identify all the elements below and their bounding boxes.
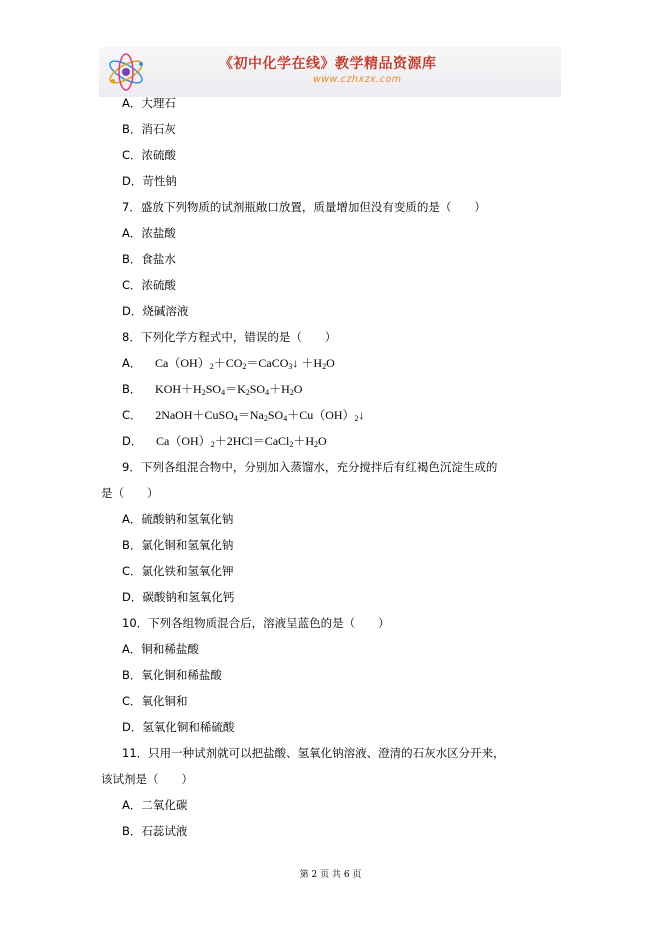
option-line: A．浓盐酸 <box>122 226 176 240</box>
equation-a: $Ca(OH)_2+CO_2=CaCO_3↓ +H_2O$ <box>155 356 335 371</box>
option-line: A．二氧化碳 <box>122 798 188 812</box>
banner-title: 《初中化学在线》教学精品资源库 <box>219 56 437 72</box>
option-line: A．硫酸钠和氢氧化钠 <box>122 512 234 526</box>
atom-logo-icon <box>105 51 147 93</box>
option-line: B．消石灰 <box>122 122 176 136</box>
page-number: 2 <box>311 870 318 880</box>
option-line: A．大理石 <box>122 96 176 110</box>
option-line: B．石蕊试液 <box>122 824 188 838</box>
page-footer <box>0 867 661 880</box>
banner-url[interactable]: www.czhxzx.com <box>313 74 402 85</box>
option-line: D．碳酸钠和氢氧化钙 <box>122 590 235 604</box>
equation-c: $2NaOH+CuSO_4=Na_2SO_4+Cu(OH)_2↓$ <box>155 408 365 423</box>
option-line: B．氯化铜和氢氧化钠 <box>122 538 234 552</box>
question-7: 7．盛放下列物质的试剂瓶敞口放置，质量增加但没有变质的是（ ） <box>122 200 486 214</box>
question-9: 9．下列各组混合物中，分别加入蒸馏水，充分搅拌后有红褐色沉淀生成的 <box>122 460 498 474</box>
page-label-mid: 页 共 <box>320 870 341 880</box>
option-label: B． <box>122 382 142 396</box>
option-line: C．氯化铁和氢氧化钾 <box>122 564 234 578</box>
option-line: C．浓硫酸 <box>122 278 177 292</box>
option-line: B．食盐水 <box>122 252 176 266</box>
page-label-post: 页 <box>352 870 362 880</box>
question-8: 8．下列化学方程式中，错误的是（ ） <box>122 330 337 344</box>
option-label: C． <box>122 408 142 422</box>
question-9-continuation: 是（ ） <box>101 486 159 500</box>
option-line: D．烧碱溶液 <box>122 304 189 318</box>
option-line: B．氧化铜和稀盐酸 <box>122 668 222 682</box>
option-line: A．铜和稀盐酸 <box>122 642 199 656</box>
equation-option-b <box>122 382 302 400</box>
header-banner <box>99 47 561 97</box>
equation-option-d <box>122 434 327 452</box>
question-11: 11．只用一种试剂就可以把盐酸、氢氧化钠溶液、澄清的石灰水区分开来， <box>122 746 505 760</box>
option-label: D． <box>122 434 143 448</box>
page-label-pre: 第 <box>299 870 309 880</box>
option-line: C．氧化铜和 <box>122 694 188 708</box>
equation-b: $KOH+H_2SO_4=K_2SO_4+H_2O$ <box>155 382 303 397</box>
equation-d: $Ca(OH)_2+2HCl=CaCl_2+H_2O$ <box>156 434 327 449</box>
option-line: D．氢氧化铜和稀硫酸 <box>122 720 235 734</box>
question-11-continuation: 该试剂是（ ） <box>101 772 193 786</box>
page-total: 6 <box>343 870 350 880</box>
option-label: A． <box>122 356 142 370</box>
equation-option-c <box>122 408 365 426</box>
question-10: 10．下列各组物质混合后，溶液呈蓝色的是（ ） <box>122 616 390 630</box>
equation-option-a <box>122 356 335 374</box>
option-line: D．苛性钠 <box>122 174 177 188</box>
option-line: C．浓硫酸 <box>122 148 177 162</box>
